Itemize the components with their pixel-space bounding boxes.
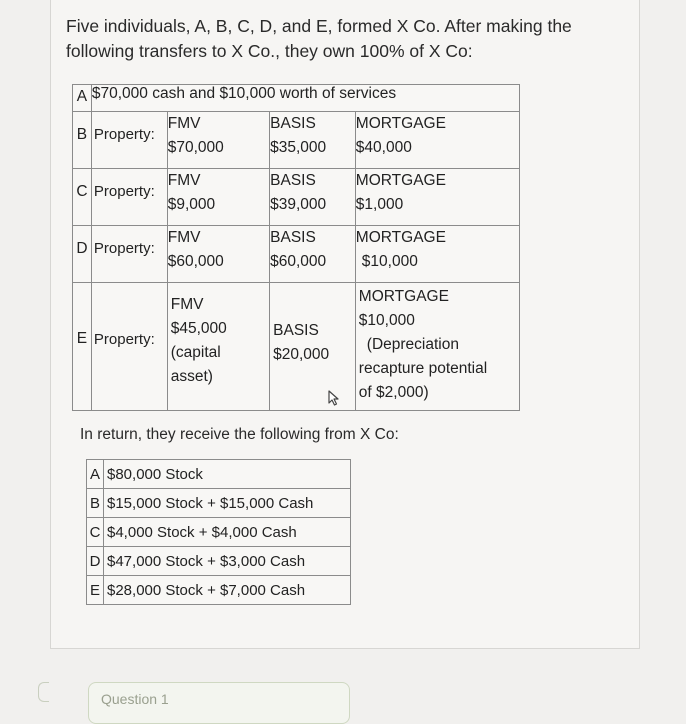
next-question-label: Question 1 xyxy=(101,691,169,707)
fmv-cell xyxy=(167,169,269,226)
mortgage-note: of $2,000) xyxy=(358,384,429,401)
receipt-row xyxy=(87,518,351,547)
transfer-row-c xyxy=(73,169,520,226)
transfer-row-d xyxy=(73,226,520,283)
basis-value: $20,000 xyxy=(273,346,330,363)
basis-cell xyxy=(270,226,356,283)
transfer-row-b xyxy=(73,112,520,169)
mortgage-note: recapture potential xyxy=(358,360,488,377)
receipt-text: $80,000 Stock xyxy=(104,460,351,489)
mortgage-label: MORTGAGE xyxy=(355,115,446,132)
row-letter: B xyxy=(73,112,92,169)
row-letter: B xyxy=(87,489,104,518)
mortgage-label: MORTGAGE xyxy=(355,229,446,246)
receipt-row xyxy=(87,547,351,576)
mortgage-value: $40,000 xyxy=(355,139,412,156)
property-label: Property: xyxy=(91,283,167,411)
transfer-a-text: $70,000 cash and $10,000 worth of services xyxy=(91,85,519,112)
basis-label: BASIS xyxy=(270,172,316,189)
mortgage-note: (Depreciation xyxy=(366,336,459,353)
mortgage-value: $1,000 xyxy=(355,196,404,213)
fmv-cell xyxy=(167,226,269,283)
basis-label: BASIS xyxy=(270,115,316,132)
row-letter: E xyxy=(73,283,92,411)
basis-cell xyxy=(270,169,356,226)
transfer-row-e xyxy=(73,283,520,411)
fmv-value: $45,000 xyxy=(170,320,227,337)
fmv-label: FMV xyxy=(167,229,201,246)
row-letter: A xyxy=(73,85,92,112)
fmv-label: FMV xyxy=(167,115,201,132)
transfers-table xyxy=(72,84,520,411)
receipt-text: $28,000 Stock + $7,000 Cash xyxy=(104,576,351,605)
mouse-pointer-icon xyxy=(328,390,342,406)
fmv-note: asset) xyxy=(170,368,213,385)
fmv-value: $9,000 xyxy=(167,196,216,213)
basis-cell xyxy=(270,112,356,169)
property-label: Property: xyxy=(91,226,167,283)
receipt-text: $4,000 Stock + $4,000 Cash xyxy=(104,518,351,547)
fmv-cell xyxy=(167,112,269,169)
bottom-left-tab-edge xyxy=(38,682,49,702)
intro-line-1: Five individuals, A, B, C, D, and E, formed X Co. After making the xyxy=(66,16,572,36)
fmv-value: $70,000 xyxy=(167,139,224,156)
fmv-note: (capital xyxy=(170,344,221,361)
mortgage-label: MORTGAGE xyxy=(355,172,446,189)
basis-value: $35,000 xyxy=(270,139,327,156)
next-question-tab[interactable] xyxy=(88,682,350,724)
property-label: Property: xyxy=(91,112,167,169)
property-label: Property: xyxy=(91,169,167,226)
mortgage-cell xyxy=(355,169,519,226)
receipts-table xyxy=(86,459,351,605)
row-letter: C xyxy=(73,169,92,226)
mortgage-value: $10,000 xyxy=(358,312,415,329)
basis-value: $39,000 xyxy=(270,196,327,213)
receipt-row xyxy=(87,460,351,489)
receipt-row xyxy=(87,489,351,518)
receipt-text: $15,000 Stock + $15,000 Cash xyxy=(104,489,351,518)
fmv-cell xyxy=(167,283,269,411)
fmv-label: FMV xyxy=(167,172,201,189)
mortgage-value: $10,000 xyxy=(361,253,418,270)
row-letter: C xyxy=(87,518,104,547)
mortgage-cell xyxy=(355,112,519,169)
problem-statement xyxy=(66,14,586,64)
basis-value: $60,000 xyxy=(270,253,327,270)
fmv-value: $60,000 xyxy=(167,253,224,270)
intro-line-2: following transfers to X Co., they own 100% of X Co: xyxy=(66,41,473,61)
transfer-row-a xyxy=(73,85,520,112)
row-letter: E xyxy=(87,576,104,605)
mortgage-cell xyxy=(355,283,519,411)
row-letter: D xyxy=(87,547,104,576)
basis-label: BASIS xyxy=(273,322,319,339)
return-statement: In return, they receive the following from X Co: xyxy=(80,426,399,443)
receipt-text: $47,000 Stock + $3,000 Cash xyxy=(104,547,351,576)
row-letter: A xyxy=(87,460,104,489)
basis-cell xyxy=(270,283,356,411)
mortgage-label: MORTGAGE xyxy=(358,288,449,305)
row-letter: D xyxy=(73,226,92,283)
fmv-label: FMV xyxy=(170,296,204,313)
basis-label: BASIS xyxy=(270,229,316,246)
mortgage-cell xyxy=(355,226,519,283)
receipt-row xyxy=(87,576,351,605)
